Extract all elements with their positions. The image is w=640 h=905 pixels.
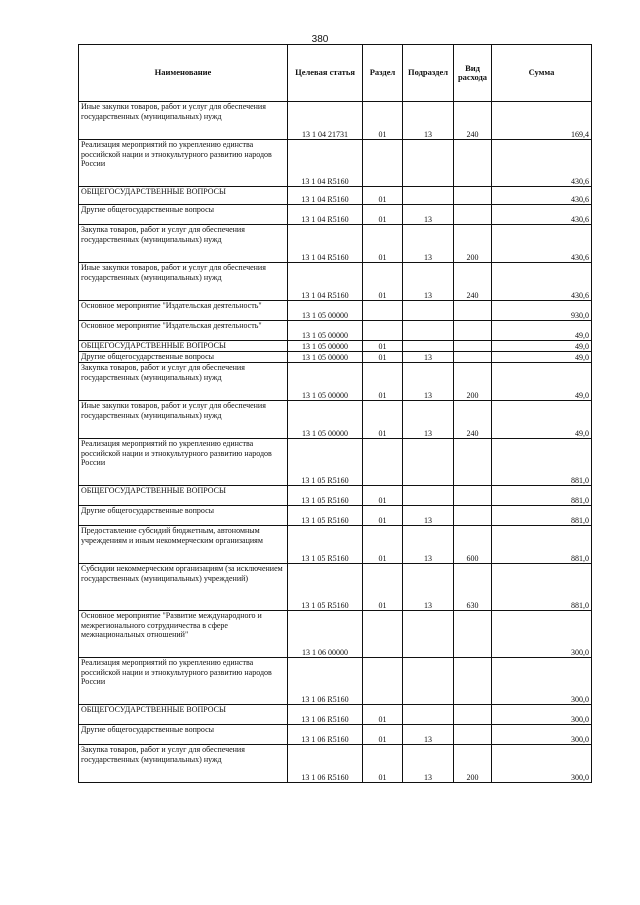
table-row (79, 352, 592, 363)
cell-type (454, 352, 492, 363)
cell-name: Субсидии некоммерческим организациям (за исключением государственных (муниципальных) учреждений) (79, 564, 288, 611)
cell-subsection: 13 (403, 102, 454, 140)
table-row (79, 564, 592, 611)
cell-sum: 430,6 (492, 187, 592, 205)
cell-sum: 49,0 (492, 321, 592, 341)
cell-sum: 49,0 (492, 341, 592, 352)
table-row (79, 506, 592, 526)
cell-name: Основное мероприятие "Издательская деятельность" (79, 301, 288, 321)
cell-section: 01 (363, 705, 403, 725)
cell-section: 01 (363, 225, 403, 263)
cell-code: 13 1 05 00000 (288, 401, 363, 439)
cell-sum: 430,6 (492, 205, 592, 225)
cell-code: 13 1 05 00000 (288, 301, 363, 321)
cell-name: Другие общегосударственные вопросы (79, 506, 288, 526)
cell-type (454, 140, 492, 187)
cell-name: ОБЩЕГОСУДАРСТВЕННЫЕ ВОПРОСЫ (79, 341, 288, 352)
cell-type (454, 486, 492, 506)
cell-code: 13 1 04 R5160 (288, 187, 363, 205)
table-row (79, 301, 592, 321)
cell-code: 13 1 05 00000 (288, 363, 363, 401)
cell-code: 13 1 04 R5160 (288, 140, 363, 187)
cell-sum: 300,0 (492, 745, 592, 783)
cell-name: Предоставление субсидий бюджетным, автономным учреждениям и иным некоммерческим организациям (79, 526, 288, 564)
cell-sum: 300,0 (492, 611, 592, 658)
cell-sum: 881,0 (492, 486, 592, 506)
cell-type: 240 (454, 263, 492, 301)
cell-subsection: 13 (403, 263, 454, 301)
cell-type (454, 658, 492, 705)
cell-section: 01 (363, 506, 403, 526)
cell-name: Основное мероприятие "Издательская деятельность" (79, 321, 288, 341)
cell-name: Другие общегосударственные вопросы (79, 205, 288, 225)
cell-subsection (403, 321, 454, 341)
cell-sum: 881,0 (492, 564, 592, 611)
table-row (79, 225, 592, 263)
cell-section: 01 (363, 526, 403, 564)
cell-type (454, 611, 492, 658)
cell-type (454, 341, 492, 352)
table-row (79, 611, 592, 658)
cell-code: 13 1 06 R5160 (288, 658, 363, 705)
cell-code: 13 1 05 R5160 (288, 486, 363, 506)
cell-code: 13 1 05 R5160 (288, 526, 363, 564)
cell-sum: 430,6 (492, 263, 592, 301)
cell-subsection: 13 (403, 205, 454, 225)
cell-type: 240 (454, 401, 492, 439)
cell-section: 01 (363, 363, 403, 401)
cell-code: 13 1 05 R5160 (288, 506, 363, 526)
cell-code: 13 1 06 R5160 (288, 705, 363, 725)
cell-sum: 300,0 (492, 705, 592, 725)
cell-code: 13 1 05 R5160 (288, 564, 363, 611)
cell-sum: 169,4 (492, 102, 592, 140)
cell-name: Другие общегосударственные вопросы (79, 725, 288, 745)
cell-sum: 881,0 (492, 439, 592, 486)
cell-section: 01 (363, 486, 403, 506)
cell-name: Реализация мероприятий по укреплению единства российской нации и этнокультурного развитию народов России (79, 140, 288, 187)
table-header-row (79, 45, 592, 102)
cell-sum: 881,0 (492, 506, 592, 526)
table-row (79, 102, 592, 140)
cell-code: 13 1 06 R5160 (288, 745, 363, 783)
cell-name: ОБЩЕГОСУДАРСТВЕННЫЕ ВОПРОСЫ (79, 187, 288, 205)
cell-section (363, 140, 403, 187)
cell-subsection: 13 (403, 401, 454, 439)
cell-section: 01 (363, 401, 403, 439)
budget-table (78, 44, 592, 783)
cell-subsection: 13 (403, 352, 454, 363)
cell-name: Реализация мероприятий по укреплению единства российской нации и этнокультурного развитию народов России (79, 658, 288, 705)
table-row (79, 705, 592, 725)
cell-code: 13 1 05 00000 (288, 352, 363, 363)
table-row (79, 439, 592, 486)
cell-subsection (403, 140, 454, 187)
page-number: 380 (311, 34, 329, 45)
cell-subsection: 13 (403, 745, 454, 783)
cell-name: Иные закупки товаров, работ и услуг для обеспечения государственных (муниципальных) нужд (79, 102, 288, 140)
table-row (79, 745, 592, 783)
cell-section: 01 (363, 341, 403, 352)
header-code: Целевая статья (288, 45, 363, 102)
cell-subsection (403, 341, 454, 352)
cell-name: Закупка товаров, работ и услуг для обеспечения государственных (муниципальных) нужд (79, 745, 288, 783)
cell-sum: 49,0 (492, 352, 592, 363)
cell-code: 13 1 05 R5160 (288, 439, 363, 486)
table-row (79, 486, 592, 506)
cell-section: 01 (363, 263, 403, 301)
cell-subsection (403, 187, 454, 205)
cell-subsection (403, 611, 454, 658)
cell-subsection: 13 (403, 725, 454, 745)
header-type: Вид расхода (454, 45, 492, 102)
table-row (79, 526, 592, 564)
cell-section: 01 (363, 564, 403, 611)
cell-subsection: 13 (403, 225, 454, 263)
table-row (79, 263, 592, 301)
cell-subsection: 13 (403, 506, 454, 526)
cell-name: ОБЩЕГОСУДАРСТВЕННЫЕ ВОПРОСЫ (79, 486, 288, 506)
header-section: Раздел (363, 45, 403, 102)
cell-type: 200 (454, 745, 492, 783)
cell-subsection (403, 301, 454, 321)
cell-code: 13 1 05 00000 (288, 341, 363, 352)
header-sum: Сумма (492, 45, 592, 102)
cell-section (363, 439, 403, 486)
cell-section (363, 321, 403, 341)
cell-sum: 49,0 (492, 401, 592, 439)
cell-subsection (403, 658, 454, 705)
header-subsection: Подраздел (403, 45, 454, 102)
cell-name: Реализация мероприятий по укреплению единства российской нации и этнокультурного развитию народов России (79, 439, 288, 486)
cell-section: 01 (363, 352, 403, 363)
cell-type (454, 506, 492, 526)
cell-section: 01 (363, 187, 403, 205)
table-row (79, 187, 592, 205)
table-row (79, 140, 592, 187)
cell-code: 13 1 05 00000 (288, 321, 363, 341)
cell-section: 01 (363, 745, 403, 783)
cell-sum: 430,6 (492, 140, 592, 187)
table-row (79, 401, 592, 439)
cell-code: 13 1 06 00000 (288, 611, 363, 658)
cell-name: ОБЩЕГОСУДАРСТВЕННЫЕ ВОПРОСЫ (79, 705, 288, 725)
table-row (79, 321, 592, 341)
cell-sum: 49,0 (492, 363, 592, 401)
cell-type: 200 (454, 363, 492, 401)
cell-section: 01 (363, 205, 403, 225)
table-row (79, 363, 592, 401)
cell-subsection (403, 439, 454, 486)
cell-name: Другие общегосударственные вопросы (79, 352, 288, 363)
cell-section (363, 658, 403, 705)
cell-sum: 930,0 (492, 301, 592, 321)
cell-sum: 881,0 (492, 526, 592, 564)
cell-type: 630 (454, 564, 492, 611)
cell-type (454, 205, 492, 225)
cell-name: Основное мероприятие "Развитие международного и межрегионального сотрудничества в сфере межнациональных отношений" (79, 611, 288, 658)
cell-sum: 430,6 (492, 225, 592, 263)
cell-code: 13 1 04 R5160 (288, 205, 363, 225)
cell-type (454, 705, 492, 725)
cell-section (363, 611, 403, 658)
cell-section: 01 (363, 102, 403, 140)
cell-type (454, 725, 492, 745)
cell-name: Закупка товаров, работ и услуг для обеспечения государственных (муниципальных) нужд (79, 225, 288, 263)
cell-section (363, 301, 403, 321)
cell-type: 600 (454, 526, 492, 564)
cell-subsection (403, 486, 454, 506)
cell-subsection: 13 (403, 363, 454, 401)
cell-code: 13 1 04 R5160 (288, 225, 363, 263)
cell-code: 13 1 04 R5160 (288, 263, 363, 301)
cell-subsection (403, 705, 454, 725)
cell-type: 240 (454, 102, 492, 140)
cell-type (454, 301, 492, 321)
cell-subsection: 13 (403, 564, 454, 611)
cell-sum: 300,0 (492, 725, 592, 745)
cell-sum: 300,0 (492, 658, 592, 705)
cell-type (454, 321, 492, 341)
cell-type (454, 439, 492, 486)
table-row (79, 341, 592, 352)
table-row (79, 658, 592, 705)
table-row (79, 725, 592, 745)
cell-code: 13 1 06 R5160 (288, 725, 363, 745)
cell-name: Закупка товаров, работ и услуг для обеспечения государственных (муниципальных) нужд (79, 363, 288, 401)
cell-type: 200 (454, 225, 492, 263)
cell-name: Иные закупки товаров, работ и услуг для обеспечения государственных (муниципальных) нужд (79, 401, 288, 439)
cell-type (454, 187, 492, 205)
cell-name: Иные закупки товаров, работ и услуг для обеспечения государственных (муниципальных) нужд (79, 263, 288, 301)
header-name: Наименование (79, 45, 288, 102)
cell-section: 01 (363, 725, 403, 745)
table-row (79, 205, 592, 225)
cell-subsection: 13 (403, 526, 454, 564)
cell-code: 13 1 04 21731 (288, 102, 363, 140)
